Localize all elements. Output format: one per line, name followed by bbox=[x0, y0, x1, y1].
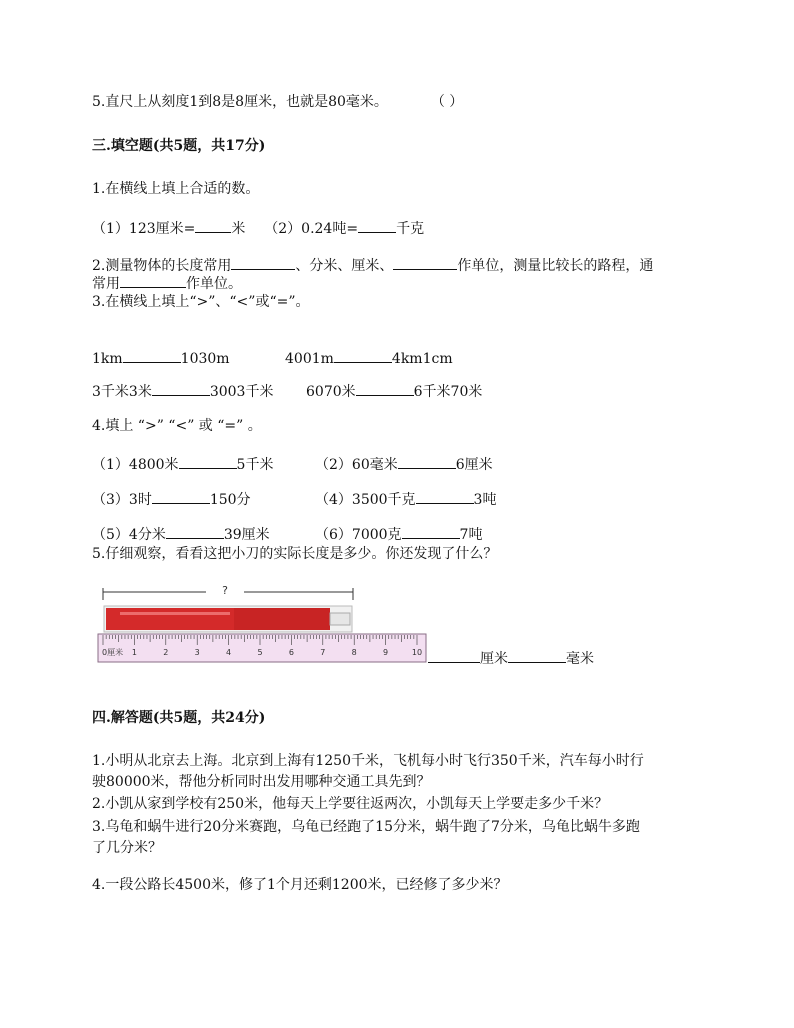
answer-question-3-line2: 了几分米？ bbox=[92, 840, 162, 856]
fill-3-d-right: 6千米70米 bbox=[413, 384, 483, 400]
fill-2-blank-2[interactable] bbox=[393, 255, 457, 270]
fill-5-blank-mm[interactable] bbox=[508, 648, 566, 663]
fill-3-b-blank[interactable] bbox=[334, 348, 392, 363]
answer-question-2: 2.小凯从家到学校有250米，他每天上学要往返两次，小凯每天上学要走多少千米？ bbox=[92, 796, 609, 812]
ruler-number-label: 9 bbox=[383, 648, 389, 657]
fill-3-item-c bbox=[92, 381, 273, 401]
knife-blade-tip bbox=[330, 613, 350, 625]
fill-3-item-d bbox=[306, 381, 482, 401]
fill-4-item-6-right: 7吨 bbox=[459, 527, 483, 543]
fill-5-blank-cm[interactable] bbox=[428, 648, 480, 663]
fill-4-item-4-right: 3吨 bbox=[473, 492, 497, 508]
fill-question-3: 3.在横线上填上“>”、“<”或“=”。 bbox=[92, 294, 310, 310]
fill-3-a-right: 1030m bbox=[180, 351, 230, 367]
fill-4-item-6-left: （6）7000克 bbox=[315, 527, 402, 543]
ruler-number-label: 1 bbox=[131, 648, 137, 657]
ruler-number-label: 4 bbox=[226, 648, 232, 657]
fill-4-item-1-blank[interactable] bbox=[179, 454, 237, 469]
fill-3-item-b bbox=[285, 348, 453, 368]
fill-4-item-5-blank[interactable] bbox=[166, 524, 224, 539]
fill-4-item-4-left: （4）3500千克 bbox=[315, 492, 416, 508]
fill-1-part1-unit: 米 bbox=[231, 221, 246, 237]
ruler-number-label: 6 bbox=[288, 648, 294, 657]
fill-3-item-a bbox=[92, 348, 230, 368]
section-3-title: 三.填空题(共5题，共17分) bbox=[92, 138, 266, 154]
fill-4-item-6 bbox=[315, 524, 482, 544]
ruler-number-label: 10 bbox=[411, 648, 423, 657]
ruler-number-label: 2 bbox=[163, 648, 169, 657]
fill-question-5: 5.仔细观察，看看这把小刀的实际长度是多少。你还发现了什么？ bbox=[92, 546, 498, 562]
ruler-number-label: 3 bbox=[194, 648, 200, 657]
fill-3-b-left: 4001m bbox=[285, 351, 334, 367]
knife-ruler-figure bbox=[96, 580, 428, 664]
fill-4-item-2-right: 6厘米 bbox=[455, 457, 493, 473]
section-4-title: 四.解答题(共5题，共24分) bbox=[92, 710, 266, 726]
fill-4-item-5 bbox=[92, 524, 270, 544]
answer-question-1-line2: 驶80000米，帮他分析同时出发用哪种交通工具先到？ bbox=[92, 774, 431, 790]
knife-highlight bbox=[120, 612, 230, 615]
fill-1-part2-label: （2）0.24吨= bbox=[264, 221, 359, 237]
fill-4-item-2-left: （2）60毫米 bbox=[315, 457, 398, 473]
fill-2-blank-3[interactable] bbox=[120, 273, 186, 288]
ruler-number-label: 5 bbox=[257, 648, 263, 657]
judge-question-5-text: 5.直尺上从刻度1到8是8厘米，也就是80毫米。 bbox=[92, 94, 388, 110]
fill-4-item-3 bbox=[92, 489, 251, 509]
fill-2-text-d: 常用 bbox=[92, 276, 120, 292]
knife-handle-left bbox=[106, 608, 234, 630]
ruler-number-label: 8 bbox=[351, 648, 357, 657]
fill-5-unit-cm: 厘米 bbox=[480, 651, 508, 667]
fill-4-item-5-right: 39厘米 bbox=[223, 527, 270, 543]
fill-3-a-left: 1km bbox=[92, 351, 123, 367]
ruler-number-label: 7 bbox=[320, 648, 326, 657]
fill-question-2-line1 bbox=[92, 255, 653, 275]
fill-2-text-c: 作单位，测量比较长的路程，通 bbox=[457, 258, 654, 274]
dimension-question-mark: ? bbox=[222, 584, 228, 597]
fill-4-item-6-blank[interactable] bbox=[402, 524, 460, 539]
fill-question-1-parts bbox=[92, 218, 424, 238]
fill-4-item-2 bbox=[315, 454, 493, 474]
answer-question-4: 4.一段公路长4500米，修了1个月还剩1200米，已经修了多少米？ bbox=[92, 877, 508, 893]
fill-4-item-2-blank[interactable] bbox=[398, 454, 456, 469]
fill-question-1: 1.在横线上填上合适的数。 bbox=[92, 181, 260, 197]
fill-4-item-1-right: 5千米 bbox=[236, 457, 274, 473]
fill-1-part2-blank[interactable] bbox=[358, 218, 396, 233]
fill-5-answer bbox=[428, 648, 594, 668]
fill-1-part1-blank[interactable] bbox=[195, 218, 231, 233]
fill-3-c-right: 3003千米 bbox=[209, 384, 274, 400]
fill-4-item-5-left: （5）4分米 bbox=[92, 527, 166, 543]
fill-1-part2-unit: 千克 bbox=[396, 221, 425, 237]
fill-2-blank-1[interactable] bbox=[231, 255, 295, 270]
ruler-zero-label: 0厘米 bbox=[102, 648, 124, 657]
fill-4-item-3-right: 150分 bbox=[209, 492, 251, 508]
fill-1-part1-label: （1）123厘米= bbox=[92, 221, 196, 237]
fill-question-2-line2 bbox=[92, 273, 242, 293]
fill-3-d-left: 6070米 bbox=[306, 384, 356, 400]
fill-4-item-4 bbox=[315, 489, 496, 509]
fill-4-item-3-blank[interactable] bbox=[152, 489, 210, 504]
fill-3-c-blank[interactable] bbox=[152, 381, 210, 396]
fill-3-b-right: 4km1cm bbox=[391, 351, 453, 367]
fill-3-a-blank[interactable] bbox=[123, 348, 181, 363]
judge-question-5 bbox=[92, 93, 463, 111]
answer-question-1-line1: 1.小明从北京去上海。北京到上海有1250千米，飞机每小时飞行350千米，汽车每小时行 bbox=[92, 753, 644, 769]
fill-4-item-1-left: （1）4800米 bbox=[92, 457, 179, 473]
fill-4-item-1 bbox=[92, 454, 273, 474]
fill-2-text-b: 、分米、厘米、 bbox=[295, 258, 394, 274]
fill-3-c-left: 3千米3米 bbox=[92, 384, 152, 400]
fill-3-d-blank[interactable] bbox=[356, 381, 414, 396]
fill-4-item-3-left: （3）3时 bbox=[92, 492, 152, 508]
fill-4-item-4-blank[interactable] bbox=[416, 489, 474, 504]
fill-2-text-e: 作单位。 bbox=[186, 276, 242, 292]
judge-answer-paren[interactable]: （ ） bbox=[430, 94, 464, 110]
fill-2-text-a: 2.测量物体的长度常用 bbox=[92, 258, 232, 274]
fill-5-unit-mm: 毫米 bbox=[566, 651, 594, 667]
fill-question-4: 4.填上 “>” “<” 或 “=” 。 bbox=[92, 418, 262, 434]
answer-question-3-line1: 3.乌龟和蜗牛进行20分米赛跑，乌龟已经跑了15分米，蜗牛跑了7分米，乌龟比蜗牛多跑 bbox=[92, 819, 640, 835]
knife-handle-right bbox=[234, 608, 330, 630]
